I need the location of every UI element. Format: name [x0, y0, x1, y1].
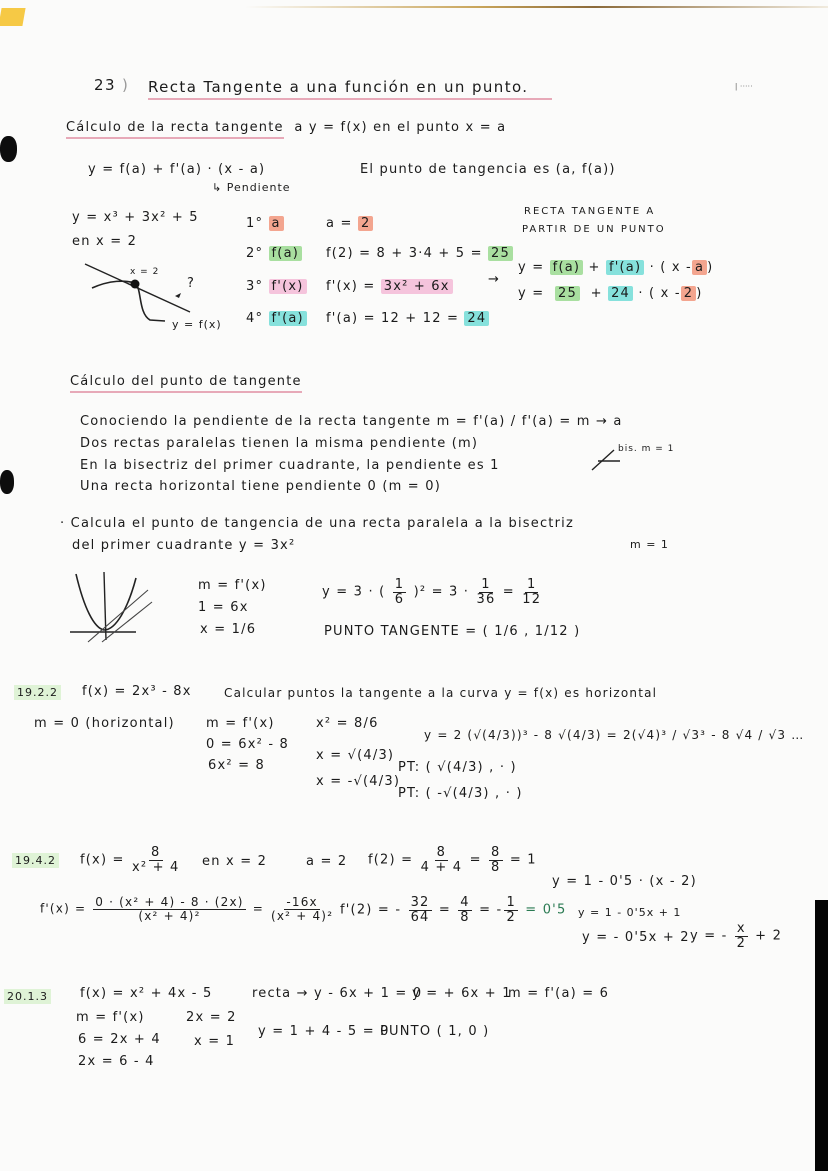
ex19-4-2-f2: f(2) = $\frac{8}{4 + 4}$ = $\frac{8}{8}$ = 1	[368, 845, 537, 875]
slope-note: ↳ Pendiente	[212, 181, 291, 194]
ex19-2-2-task: Calcular puntos la tangente a la curva y = f(x) es horizontal	[224, 686, 658, 700]
ex19-2-2-col2-2: x = √(4/3)	[316, 748, 395, 763]
step-2: 2° f(a)	[246, 246, 302, 261]
ex19-4-2-derivative: f'(x) = $\frac{\text{0 · (x² + 4) - 8 · (2x)}}{\text{(x² + 4)²}}$ = $\frac{-16x}{\text{(x² + 4)²}}$	[40, 895, 334, 923]
ex19-2-2-col2-3: x = -√(4/3)	[316, 774, 401, 789]
step-1-work: a = 2	[326, 216, 373, 231]
ex19-2-2-col2-1: x² = 8/6	[316, 716, 379, 731]
step-1: 1° a	[246, 216, 284, 231]
ex20-1-3-col1-1: m = f'(x)	[76, 1010, 145, 1025]
tangent-box-title-2: PARTIR DE UN PUNTO	[522, 224, 666, 235]
ex-tangent-point: PUNTO TANGENTE = ( 1/6 , 1/12 )	[324, 624, 581, 639]
ex19-4-2-line-2: y = 1 - 0'5x + 1	[578, 906, 682, 919]
tangent-formula: y = f(a) + f'(a) · (x - a)	[88, 162, 266, 177]
binder-hole-middle	[0, 470, 14, 494]
ex19-4-2-line-3: y = - 0'5x + 2	[582, 930, 690, 945]
ex-y-calc: y = 3 · ( $\frac{1}{6}$ )² = 3 · $\frac{1}{36}$ = $\frac{1}{12}$	[322, 577, 542, 607]
ex20-1-3-line-solved: y = + 6x + 1	[412, 986, 512, 1001]
section-number: 23 )	[94, 76, 130, 94]
sketch-question-mark: ?	[187, 276, 196, 291]
ex20-1-3-slope: m = f'(a) = 6	[508, 986, 610, 1001]
yellow-tape-corner	[0, 8, 26, 26]
ex20-1-3-line: recta → y - 6x + 1 = 0	[252, 986, 423, 1001]
page-edge-shadow	[815, 900, 828, 1171]
section2-line-3: En la bisectriz del primer cuadrante, la pendiente es 1	[80, 458, 500, 473]
tangent-box-title-1: RECTA TANGENTE A	[524, 206, 656, 217]
ex-work-3: x = 1/6	[200, 622, 257, 637]
exercise-prompt-1: · Calcula el punto de tangencia de una recta paralela a la bisectriz	[60, 516, 574, 531]
ex-work-1: m = f'(x)	[198, 578, 267, 593]
ex20-1-3-col1-2: 6 = 2x + 4	[78, 1032, 161, 1047]
general-tangent-equation: y = f(a) + f'(a) · ( x - a )	[518, 260, 714, 275]
ex20-1-3-point: PUNTO ( 1, 0 )	[380, 1024, 490, 1039]
sketch-curve-label: y = f(x)	[172, 318, 222, 331]
ex19-2-2-y-calc: y = 2 (√(4/3))³ - 8 √(4/3) = 2(√4)³ / √3³ - 8 √4 / √3 …	[424, 728, 805, 742]
page-top-edge	[245, 6, 828, 8]
ex20-1-3-col1-3: 2x = 6 - 4	[78, 1054, 155, 1069]
ex19-2-2-col1-2: 0 = 6x² - 8	[206, 737, 290, 752]
parabola-sketch-icon	[66, 568, 156, 644]
step-3: 3° f'(x)	[246, 279, 307, 294]
ex19-2-2-point-1: PT: ( √(4/3) , · )	[398, 760, 517, 775]
page-title: Recta Tangente a una función en un punto.	[148, 78, 552, 100]
ex19-2-2-col1-1: m = f'(x)	[206, 716, 275, 731]
example-function: y = x³ + 3x² + 5	[72, 210, 199, 225]
section1-heading-line: Cálculo de la recta tangente a y = f(x) en el punto x = a	[66, 120, 506, 135]
faint-bleed-text: ǀ ·····	[735, 82, 753, 91]
ex-work-2: 1 = 6x	[198, 600, 249, 615]
section2-line-4: Una recta horizontal tiene pendiente 0 (m = 0)	[80, 479, 441, 494]
specific-tangent-equation: y = 25 + 24 · ( x - 2 )	[518, 286, 703, 301]
ex20-1-3-function: f(x) = x² + 4x - 5	[80, 986, 213, 1001]
exercise-m-note: m = 1	[630, 538, 669, 551]
example-point: en x = 2	[72, 234, 138, 249]
step-3-work: f'(x) = 3x² + 6x	[326, 279, 453, 294]
exercise-tag-19-2-2: 19.2.2	[14, 686, 61, 699]
step-2-work: f(2) = 8 + 3·4 + 5 = 25	[326, 246, 513, 261]
ex19-4-2-a: a = 2	[306, 854, 348, 869]
ex19-2-2-function: f(x) = 2x³ - 8x	[82, 684, 192, 699]
bisector-note: bis. m = 1	[618, 444, 675, 454]
tangency-point-note: El punto de tangencia es (a, f(a))	[360, 162, 616, 177]
section1-heading: Cálculo de la recta tangente	[66, 120, 284, 139]
ex20-1-3-col2-2: x = 1	[194, 1034, 236, 1049]
ex19-4-2-final: y = - $\frac{x}{2}$ + 2	[690, 921, 783, 951]
ex19-4-2-f-prime-2: f'(2) = - $\frac{32}{64}$ = $\frac{4}{8}$ = - $\frac{1}{2}$ = 0'5	[340, 895, 567, 925]
ex20-1-3-y-calc: y = 1 + 4 - 5 = 0	[258, 1024, 390, 1039]
ex19-2-2-point-2: PT: ( -√(4/3) , · )	[398, 786, 523, 801]
exercise-tag-19-4-2: 19.4.2	[12, 854, 59, 867]
ex19-2-2-col1-3: 6x² = 8	[208, 758, 266, 773]
ex19-4-2-function: f(x) = $\frac{8}{\text{x² + 4}}$	[80, 845, 180, 875]
exercise-prompt-2: del primer cuadrante y = 3x²	[72, 538, 296, 553]
exercise-tag-20-1-3: 20.1.3	[4, 990, 51, 1003]
step-4-work: f'(a) = 12 + 12 = 24	[326, 311, 489, 326]
section2-line-2: Dos rectas paralelas tienen la misma pendiente (m)	[80, 436, 479, 451]
section2-line-1: Conociendo la pendiente de la recta tangente m = f'(a) / f'(a) = m → a	[80, 414, 623, 429]
ex20-1-3-col2-1: 2x = 2	[186, 1010, 237, 1025]
sketch-point-label: x = 2	[130, 267, 160, 277]
step-4: 4° f'(a)	[246, 311, 307, 326]
ex19-4-2-line-1: y = 1 - 0'5 · (x - 2)	[552, 874, 697, 889]
arrow-icon: →	[488, 272, 501, 287]
binder-hole-top	[0, 136, 17, 162]
ex19-4-2-at: en x = 2	[202, 854, 268, 869]
section2-heading: Cálculo del punto de tangente	[70, 374, 302, 393]
ex19-2-2-condition: m = 0 (horizontal)	[34, 716, 175, 731]
